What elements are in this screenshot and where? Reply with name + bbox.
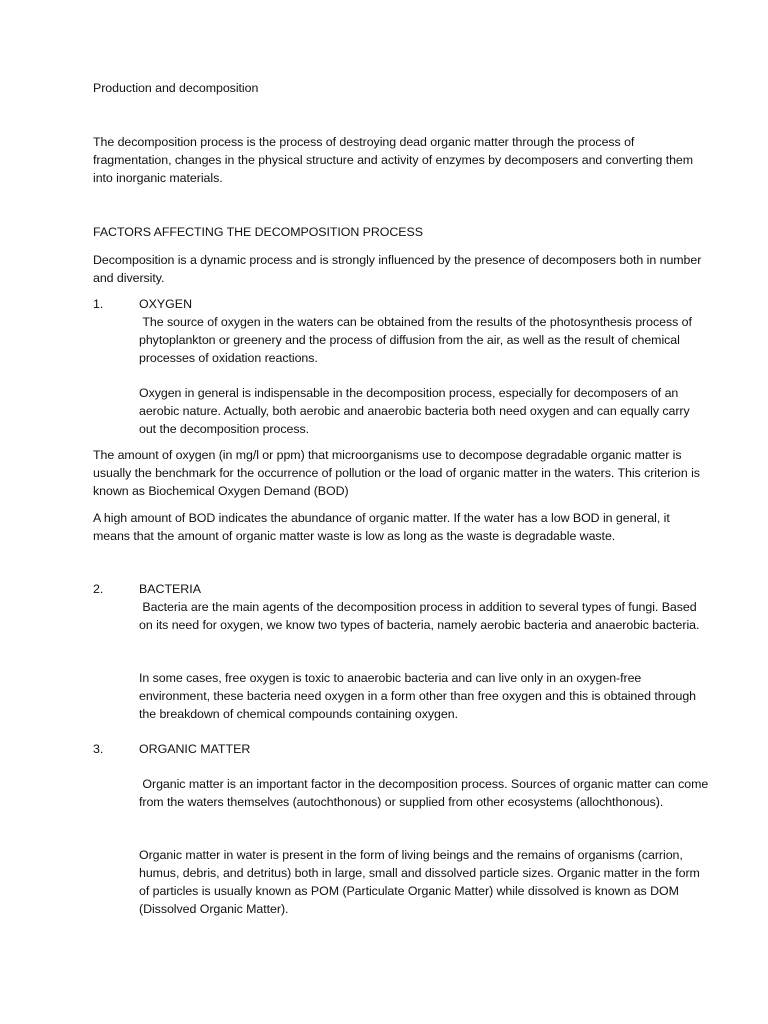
section-number-bacteria: 2.	[93, 582, 104, 596]
organic-matter-paragraph-2: Organic matter in water is present in the form of living beings and the remains of organisms (carrion, humus, debris, and detritus) both in large, small and dissolved particle sizes. Organic matter in the form of particles is usually known as POM (Particulate Organic Matter) while dissolved is known as DOM (Dissolved Organic Matter).	[139, 848, 700, 916]
factors-heading: FACTORS AFFECTING THE DECOMPOSITION PROCESS	[93, 225, 423, 239]
section-heading-oxygen: OXYGEN	[139, 297, 193, 311]
section-number-organic-matter: 3.	[93, 742, 104, 756]
organic-matter-paragraph-1: Organic matter is an important factor in the decomposition process. Sources of organic matter can come from the waters themselves (autochthonous) or supplied from other ecosystems (allochthonous).	[139, 777, 712, 809]
bacteria-paragraph-1: Bacteria are the main agents of the decomposition process in addition to several types of fungi. Based on its need for oxygen, we know two types of bacteria, namely aerobic bacteria and anaerobic bacteria.	[139, 600, 700, 632]
factors-intro-paragraph: Decomposition is a dynamic process and is strongly influenced by the presence of decomposers both in number and diversity.	[93, 253, 702, 285]
oxygen-paragraph-2: Oxygen in general is indispensable in the decomposition process, especially for decomposers of an aerobic nature. Actually, both aerobic and anaerobic bacteria both need oxygen and can equally carry out the decomposition process.	[139, 386, 690, 436]
section-heading-organic-matter: ORGANIC MATTER	[139, 742, 251, 756]
bod-paragraph-1: The amount of oxygen (in mg/l or ppm) that microorganisms use to decompose degradable organic matter is usually the benchmark for the occurrence of pollution or the load of organic matter in the waters. This criterion is known as Biochemical Oxygen Demand (BOD)	[93, 448, 700, 498]
section-heading-bacteria: BACTERIA	[139, 582, 201, 596]
bod-paragraph-2: A high amount of BOD indicates the abundance of organic matter. If the water has a low BOD in general, it means that the amount of organic matter waste is low as long as the waste is degradable waste.	[93, 511, 670, 543]
bacteria-paragraph-2: In some cases, free oxygen is toxic to anaerobic bacteria and can live only in an oxygen-free environment, these bacteria need oxygen in a form other than free oxygen and this is obtained through the breakdown of chemical compounds containing oxygen.	[139, 671, 697, 721]
section-number-oxygen: 1.	[93, 297, 104, 311]
intro-paragraph: The decomposition process is the process of destroying dead organic matter through the process of fragmentation, changes in the physical structure and activity of enzymes by decomposers and converting them into inorganic materials.	[93, 135, 694, 185]
document-title: Production and decomposition	[93, 81, 259, 95]
oxygen-paragraph-1: The source of oxygen in the waters can be obtained from the results of the photosynthesis process of phytoplankton or greenery and the process of diffusion from the air, as well as the result of chemical processes of oxidation reactions.	[139, 315, 696, 365]
